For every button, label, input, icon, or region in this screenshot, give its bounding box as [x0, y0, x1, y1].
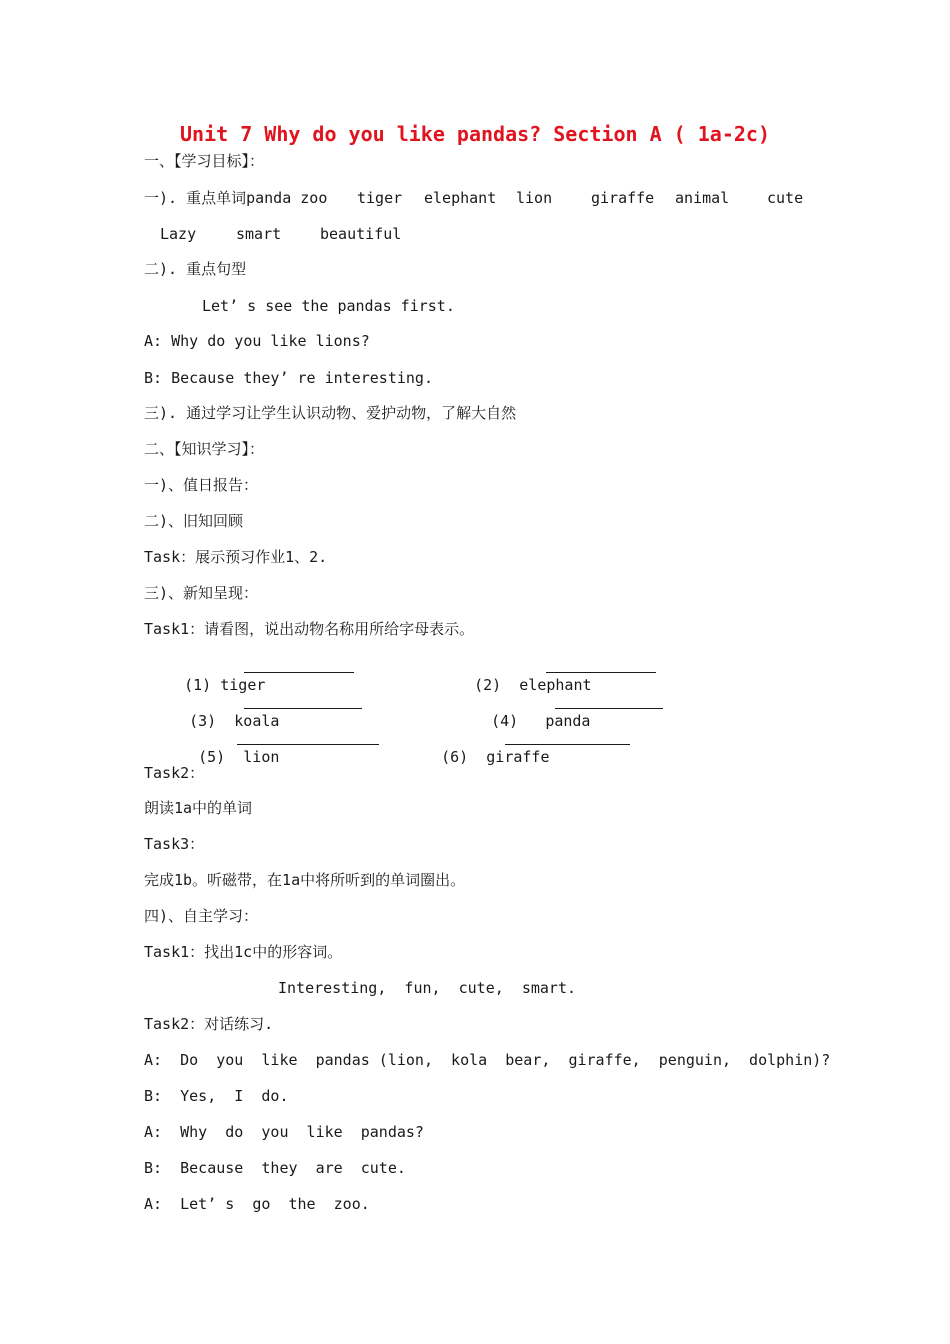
key-sentence-b: B: Because they’ re interesting.	[144, 369, 433, 387]
answer-blank[interactable]	[244, 693, 362, 709]
animal-item: (5) lion	[198, 748, 280, 766]
section-1-heading: 一、【学习目标】：	[144, 152, 265, 170]
task1-instruction: Task1：请看图，说出动物名称用所给字母表示。	[144, 620, 475, 638]
vocab-word: lion	[516, 189, 553, 207]
answer-blank[interactable]	[546, 657, 656, 673]
animal-item: (2) elephant	[474, 676, 592, 694]
self-study-task1: Task1：找出1c中的形容词。	[144, 943, 343, 961]
dialogue-line: B: Because they are cute.	[144, 1159, 406, 1177]
answer-blank[interactable]	[505, 729, 630, 745]
dialogue-line: A: Why do you like pandas?	[144, 1123, 424, 1141]
vocab-label: 一). 重点单词panda zoo	[144, 189, 328, 207]
answer-blank[interactable]	[555, 693, 663, 709]
duty-report: 一)、值日报告：	[144, 476, 259, 494]
key-sentence-a: A: Why do you like lions?	[144, 332, 370, 350]
page-title: Unit 7 Why do you like pandas? Section A ( 1a-2c)	[179, 122, 770, 146]
vocab-word: giraffe	[591, 189, 655, 207]
dialogue-line: A: Let’ s go the zoo.	[144, 1195, 370, 1213]
task2-text: 朗读1a中的单词	[144, 799, 253, 817]
answer-blank[interactable]	[237, 729, 379, 745]
task2-label: Task2：	[144, 764, 205, 782]
new-knowledge-heading: 三)、新知呈现：	[144, 584, 259, 602]
dialogue-line: B: Yes, I do.	[144, 1087, 289, 1105]
dialogue-line: A: Do you like pandas (lion, kola bear, giraffe, penguin, dolphin)?	[144, 1051, 831, 1069]
self-study-task2: Task2：对话练习.	[144, 1015, 274, 1033]
review-heading: 二)、旧知回顾	[144, 512, 244, 530]
animal-item: (1) tiger	[184, 676, 266, 694]
vocab-word: cute	[767, 189, 804, 207]
section-2-heading: 二、【知识学习】：	[144, 440, 265, 458]
key-sentence: Let’ s see the pandas first.	[202, 297, 455, 315]
animal-item: (6) giraffe	[441, 748, 550, 766]
self-study-heading: 四)、自主学习：	[144, 907, 259, 925]
sentence-label: 二). 重点句型	[144, 260, 247, 278]
task3-text: 完成1b。听磁带，在1a中将所听到的单词圈出。	[144, 871, 466, 889]
adjective-list: Interesting, fun, cute, smart.	[278, 979, 577, 997]
animal-item: (4) panda	[491, 712, 591, 730]
vocab-word: smart	[236, 225, 282, 243]
animal-item: (3) koala	[189, 712, 280, 730]
vocab-word: beautiful	[320, 225, 402, 243]
vocab-word: elephant	[424, 189, 497, 207]
task3-label: Task3：	[144, 835, 205, 853]
answer-blank[interactable]	[244, 657, 354, 673]
vocab-word: animal	[675, 189, 730, 207]
review-task: Task：展示预习作业1、2.	[144, 548, 328, 566]
vocab-word: Lazy	[160, 225, 197, 243]
learning-goal: 三). 通过学习让学生认识动物、爱护动物，了解大自然	[144, 404, 517, 422]
vocab-word: tiger	[357, 189, 403, 207]
